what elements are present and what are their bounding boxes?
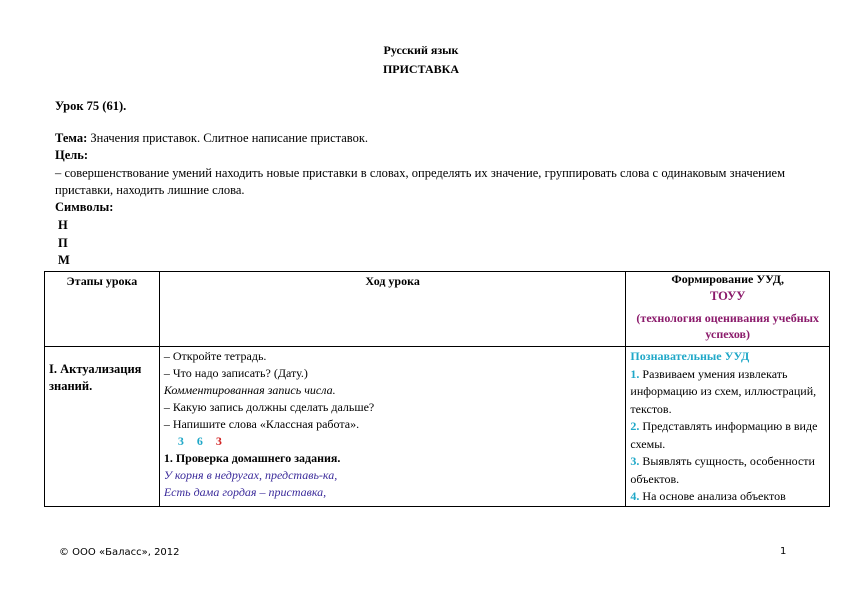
goal-text: – совершенствование умений находить новые приставки в словах, определять их значение, группировать слова с одинаковым значением приставки, находить лишние слова. [55, 166, 785, 197]
flow-line-3: Комментированная запись числа. [163, 383, 336, 397]
date-number-2: 6 [196, 434, 204, 448]
header-uud [626, 272, 830, 347]
flow-line-5: – Напишите слова «Классная работа». [163, 417, 360, 431]
theme-label: Тема: [55, 131, 88, 145]
uud-item [630, 453, 825, 488]
uud-item-text: На основе анализа объектов [642, 489, 786, 503]
homework-title: 1. Проверка домашнего задания. [163, 451, 341, 465]
symbol-n: Н [58, 218, 68, 232]
date-number-1: 3 [177, 434, 185, 448]
lesson-table [44, 271, 830, 507]
symbol-p: П [58, 236, 68, 250]
uud-cell [626, 347, 830, 507]
stage-cell [45, 347, 160, 507]
stage-label: I. Актуализация знаний. [49, 362, 142, 393]
uud-heading: Познавательные УУД [630, 349, 750, 363]
flow-line-1: – Откройте тетрадь. [163, 349, 267, 363]
symbols-label: Символы: [55, 200, 114, 214]
lesson-number: Урок 75 (61). [55, 99, 127, 113]
lesson-theme [55, 131, 368, 146]
poem-line-2: Есть дама гордая – приставка, [163, 485, 327, 499]
header-flow [159, 272, 626, 347]
theme-text: Значения приставок. Слитное написание приставок. [90, 131, 369, 145]
subject-title: Русский язык [383, 43, 459, 57]
uud-item-number: 2. [630, 419, 640, 433]
header-stages [45, 272, 160, 347]
date-number-3: 3 [215, 434, 223, 448]
uud-item [630, 418, 825, 453]
header-touu-desc: (технология оценивания учебных успехов) [636, 311, 819, 341]
table-row [45, 347, 830, 507]
uud-item-number: 1. [630, 366, 640, 381]
footer-copyright: © ООО «Баласс», 2012 [59, 547, 180, 558]
uud-item-number: 4. [630, 489, 640, 503]
topic-title: ПРИСТАВКА [382, 62, 460, 76]
uud-item [630, 366, 825, 419]
header-touu: ТОУУ [709, 289, 746, 303]
uud-item-text: Выявлять сущность, особенности объектов. [630, 454, 815, 486]
poem-line-1: У корня в недругах, представь-ка, [163, 468, 338, 482]
header-flow-label: Ход урока [365, 274, 420, 288]
header-stages-label: Этапы урока [66, 274, 138, 288]
table-header-row [45, 272, 830, 347]
goal-label: Цель: [55, 148, 89, 162]
uud-item [630, 488, 825, 506]
uud-item-text: Развиваем умения извлекать информацию из схем, иллюстраций, текстов. [630, 366, 817, 416]
flow-cell [159, 347, 626, 507]
date-numbers [164, 433, 622, 450]
symbol-m: М [58, 253, 70, 267]
flow-line-4: – Какую запись должны сделать дальше? [163, 400, 375, 414]
uud-item-number: 3. [630, 454, 640, 468]
header-uud-title: Формирование УУД, [671, 272, 784, 286]
flow-line-2: – Что надо записать? (Дату.) [163, 366, 308, 380]
page-number: 1 [780, 546, 787, 557]
uud-item-text: Представлять информацию в виде схемы. [630, 419, 818, 451]
